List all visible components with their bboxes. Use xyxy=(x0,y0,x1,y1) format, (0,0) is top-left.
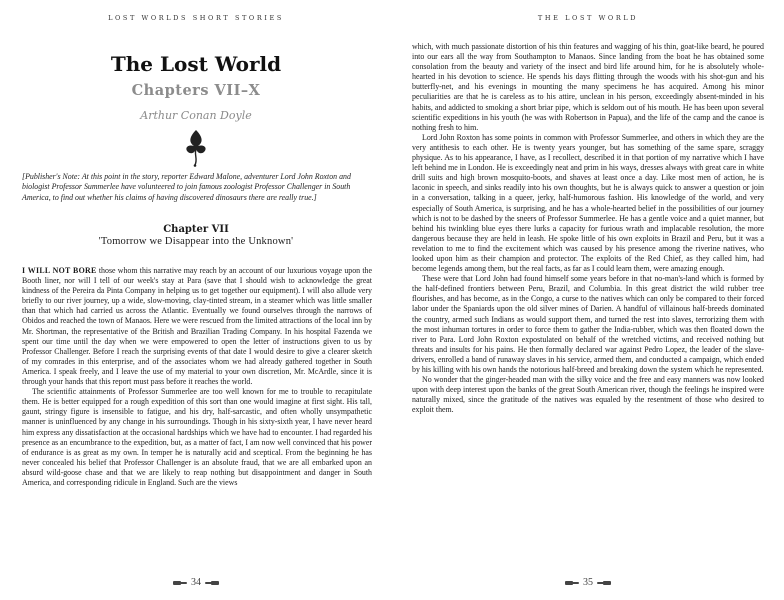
chapter-number: Chapter VII xyxy=(163,224,229,235)
lead-in-text: I WILL NOT BORE xyxy=(22,266,97,275)
paragraph: Lord John Roxton has some points in common with Professor Summerlee, and others in which they are the very antithesis to each other. He is twenty years younger, but has something of the same spare, scraggy physique. As to his appearance, I have, as I recollect, described it in that portion of my narrative which I have left behind me in London. He is exceedingly neat and prim in his ways, dresses always with great care in white drill suits and high brown mosquito-boots, and shaves at least once a day. Like most men of action, he is laconic in speech, and sinks readily into his own thoughts, but he is always quick to answer a question or join in a conversation, talking in a queer, jerky, half-humorous fashion. His knowledge of the world, and very especially of South America, is surprising, and he has a whole-hearted belief in the possibilities of our journey which is not to be dashed by the sneers of Professor Summerlee. He has a gentle voice and a quiet manner, but behind his twinkling blue eyes there lurks a capacity for furious wrath and implacable resolution, the more dangerous because they are held in leash. He spoke little of his own exploits in Brazil and Peru, but it was a revelation to me to find the excitement which was caused by his presence among the riverine natives, who looked upon him as their champion and protector. The exploits of the Red Chief, as they called him, had become legends among them, but the real facts, as far as I could learn them, were amazing enough. xyxy=(412,132,764,274)
paragraph xyxy=(22,266,372,387)
paragraph: which, with much passionate distortion of his thin features and wagging of his thin, goat-like beard, he poured into our ears all the way from Southampton to Manaos. Since landing from the boat he has obtained some consolation from the beauty and variety of the insect and bird life around him, for he is absolutely whole-hearted in his devotion to science. He spends his days flitting through the woods with his shot-gun and his butterfly-net, and his evenings in mounting the many specimens he has acquired. Among his minor peculiarities are that he is careless as to his attire, unclean in his person, exceedingly absent-minded in his habits, and addicted to smoking a short briar pipe, which is seldom out of his mouth. He has been upon several scientific expeditions in his youth (he was with Robertson in Papua), and the life of the camp and the canoe is nothing fresh to him. xyxy=(412,42,764,132)
pointing-hand-icon xyxy=(205,579,219,587)
running-head-right: THE LOST WORLD xyxy=(537,14,639,22)
page-number-left xyxy=(0,577,392,588)
paragraph-text: those whom this narrative may reach by an account of our luxurious voyage upon the Booth liner, nor will I tell of our week's stay at Para (save that I should wish to acknowledge the great kindness of the Pereira da Pinta Company in helping us to get together our equipment). I will also allude very briefly to our river journey, up a wide, slow-moving, clay-tinted stream, in a steamer which was little smaller than that which had carried us across the Atlantic. Eventually we found ourselves through the narrows of Obidos and reached the town of Manaos. Here we were rescued from the limited attractions of the local inn by Mr. Shortman, the representative of the British and Brazilian Trading Company. In his hospital Fazenda we spent our time until the day when we were empowered to open the letter of instructions given to us by Professor Challenger. Before I reach the surprising events of that date I would desire to give a clearer sketch of my comrades in this enterprise, and of the associates whom we had already gathered together in South America. I speak freely, and I leave the use of my material to your own discretion, Mr. McArdle, since it is through your hands that this report must pass before it reaches the world. xyxy=(22,266,372,387)
book-title: The Lost World xyxy=(110,52,282,76)
fleuron-icon xyxy=(176,128,216,168)
folio-number: 34 xyxy=(191,577,201,588)
paragraph: No wonder that the ginger-headed man with the silky voice and the free and easy manners was now looked upon with deep interest upon the banks of the great South American river, though the feelings he inspired were naturally mixed, since the gratitude of the natives was equaled by the resentment of those who desired to exploit them. xyxy=(412,375,764,415)
publisher-note: [Publisher's Note: At this point in the story, reporter Edward Malone, adventurer Lord John Roxton and biologist Professor Summerlee have volunteered to join famous zoologist Professor Challenger in South America, to find out whether his claims of having discovered dinosaurs there are really true.] xyxy=(22,172,351,202)
title-block xyxy=(0,52,392,168)
left-body-text xyxy=(22,266,372,488)
running-head-left: LOST WORLDS SHORT STORIES xyxy=(108,14,284,22)
pointing-hand-icon xyxy=(173,579,187,587)
author-name: Arthur Conan Doyle xyxy=(140,109,252,122)
pointing-hand-icon xyxy=(597,579,611,587)
pointing-hand-icon xyxy=(565,579,579,587)
page-number-right xyxy=(392,577,784,588)
chapter-heading xyxy=(0,224,392,247)
right-page xyxy=(392,0,784,600)
right-body-text xyxy=(412,42,764,415)
chapter-title: 'Tomorrow we Disappear into the Unknown' xyxy=(98,236,294,247)
folio-number: 35 xyxy=(583,577,593,588)
paragraph: The scientific attainments of Professor Summerlee are too well known for me to trouble to recapitulate them. He is better equipped for a rough expedition of this sort than one would imagine at first sight. His tall, gaunt, stringy figure is insensible to fatigue, and his dry, half-sarcastic, and often wholly unsympathetic manner is uninfluenced by any change in his surroundings. Though in his sixty-sixth year, I have never heard him express any dissatisfaction at the occasional hardships which we have had to encounter. I had regarded his presence as an encumbrance to the expedition, but, as a matter of fact, I am now well convinced that his power of endurance is as great as my own. In temper he is naturally acid and sceptical. From the beginning he has never concealed his belief that Professor Challenger is an absolute fraud, that we are all embarked upon an absurd wild-goose chase and that we are likely to reap nothing but disappointment and danger in South America, and corresponding ridicule in England. Such are the views xyxy=(22,387,372,487)
chapters-subtitle: Chapters VII–X xyxy=(131,82,261,99)
paragraph: These were that Lord John had found himself some years before in that no-man's-land which is formed by the half-defined frontiers between Peru, Brazil, and Columbia. In this great district the wild rubber tree flourishes, and has become, as in the Congo, a curse to the natives which can only be compared to their forced labor under the Spaniards upon the old silver mines of Darien. A handful of villainous half-breeds dominated the country, armed such Indians as would support them, and turned the rest into slaves, terrorizing them with the most inhuman tortures in order to force them to gather the India-rubber, which was then floated down the river to Para. Lord John Roxton expostulated on behalf of the wretched victims, and received nothing but threats and insults for his pains. He then formally declared war against Pedro Lopez, the leader of the slave-drivers, enrolled a band of runaway slaves in his service, armed them, and conducted a campaign, which ended by his killing with his own hands the notorious half-breed and breaking down the system which he represented. xyxy=(412,274,764,374)
